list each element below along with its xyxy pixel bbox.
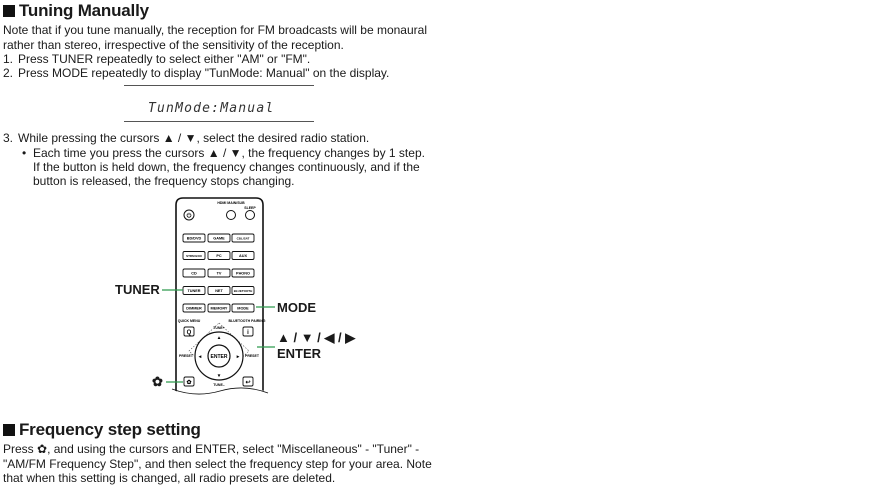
remote-input-button-label: DIMMER [186, 306, 202, 311]
power-icon: ⏻ [186, 213, 192, 220]
return-icon: ↩ [245, 380, 251, 386]
remote-input-button-label: PHONO [236, 271, 250, 276]
remote-input-button-label: GAME [213, 236, 225, 241]
remote-input-button-label: BD/DVD [186, 236, 202, 241]
remote-input-button-label: TV [216, 271, 222, 276]
heading-text: Frequency step setting [19, 420, 201, 439]
freq-line-1 [3, 442, 419, 456]
step-1-number: 1. [3, 52, 14, 66]
bullet-line-2: If the button is held down, the frequency changes continuously, and if the [33, 160, 420, 174]
heading-square-icon [3, 424, 15, 436]
remote-input-button-label: BLUETOOTH [233, 289, 253, 293]
sleep-button [246, 211, 255, 220]
cursor-down-icon: ▾ [217, 373, 221, 379]
step-1-text: Press TUNER repeatedly to select either "AM" or "FM". [18, 52, 311, 66]
hdmi-label: HDMI MAIN/SUB [217, 201, 245, 205]
quick-menu-icon: Q [186, 330, 192, 336]
note-line-1: Note that if you tune manually, the reception for FM broadcasts will be monaural [3, 23, 427, 37]
tune-up-label: TUNE+ [213, 326, 225, 330]
heading-square-icon [3, 5, 15, 17]
heading-text: Tuning Manually [19, 1, 149, 20]
quick-menu-label: QUICK MENU [177, 319, 201, 323]
remote-input-button-label: STRM BOX [186, 254, 202, 258]
mode-callout-label: MODE [277, 300, 316, 315]
display-top-rule [124, 85, 314, 86]
freq-line-1-pre: Press [3, 442, 34, 456]
display-readout: TunMode:Manual [148, 101, 275, 116]
setup-gear-icon: ✿ [37, 442, 48, 456]
tuner-callout-label: TUNER [115, 282, 160, 297]
sleep-label: SLEEP [244, 206, 256, 210]
cursors-callout-label: ▲ / ▼ / ◀ / ▶ [277, 330, 356, 345]
tune-down-label: TUNE– [213, 383, 225, 387]
cursor-right-icon: ▸ [236, 354, 240, 360]
note-line-2: rather than stereo, irrespective of the sensitivity of the reception. [3, 38, 344, 52]
gear-callout-icon: ✿ [152, 374, 163, 389]
freq-line-3: that when this setting is changed, all radio presets are deleted. [3, 471, 336, 485]
freq-line-1-post: , and using the cursors and ENTER, select "Miscellaneous" - "Tuner" - [47, 442, 420, 456]
remote-input-button-label: AUX [238, 254, 248, 258]
remote-input-button-label: MODE [237, 306, 249, 311]
setup-gear-icon: ✿ [186, 380, 192, 386]
section-heading-tuning-manually [3, 1, 149, 21]
remote-input-button-label: PC [216, 254, 222, 258]
remote-input-button-label: MEMORY [210, 306, 228, 311]
hdmi-button [227, 211, 236, 220]
preset-left-label: PRESET [178, 354, 194, 358]
remote-input-button-label: CBL/SAT [236, 236, 250, 241]
cursor-up-icon: ▴ [217, 335, 221, 341]
remote-input-button-label: NET [215, 289, 223, 293]
step-3-text: While pressing the cursors ▲ / ▼, select the desired radio station. [18, 131, 370, 145]
bt-pairing-label: BLUETOOTH PAIRING [228, 319, 266, 323]
step-2-number: 2. [3, 66, 14, 80]
step-2-text: Press MODE repeatedly to display "TunMode: Manual" on the display. [18, 66, 390, 80]
enter-callout-label: ENTER [277, 346, 322, 361]
step-3-number: 3. [3, 131, 14, 145]
freq-line-2: "AM/FM Frequency Step", and then select the frequency step for your area. Note [3, 457, 432, 471]
info-icon: i [247, 330, 249, 336]
section-heading-frequency-step [3, 420, 201, 440]
bullet-line-3: button is released, the frequency stops changing. [33, 174, 295, 188]
enter-button-label: ENTER [210, 354, 228, 360]
preset-right-label: PRESET [244, 354, 260, 358]
display-bottom-rule [124, 121, 314, 122]
remote-input-button-label: CD [191, 271, 197, 276]
bullet-dot: • [22, 146, 27, 160]
cursor-left-icon: ◂ [198, 354, 202, 360]
remote-input-button-label: TUNER [187, 289, 201, 293]
bullet-line-1: Each time you press the cursors ▲ / ▼, the frequency changes by 1 step. [33, 146, 425, 160]
